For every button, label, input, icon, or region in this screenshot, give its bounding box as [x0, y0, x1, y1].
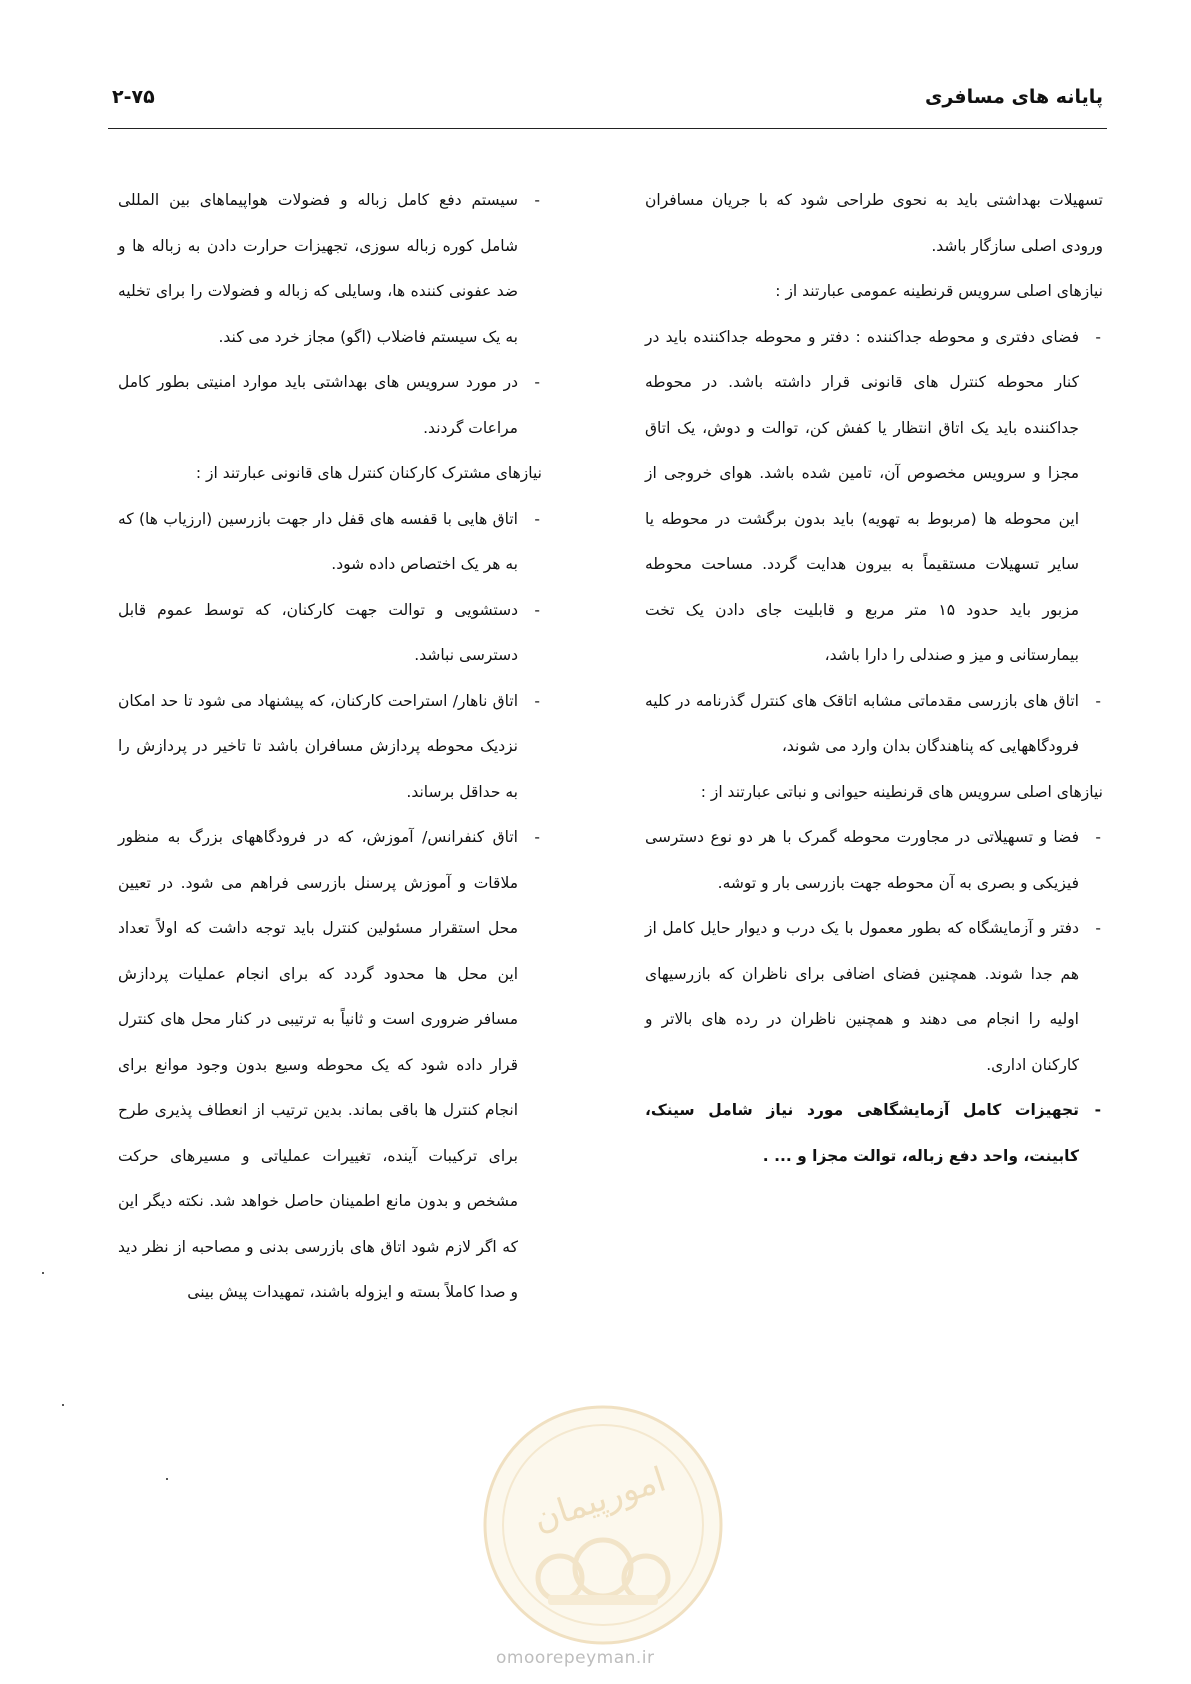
- right-column: [645, 178, 1103, 1179]
- margin-mark: [62, 1404, 64, 1406]
- list-item: - فضای دفتری و محوطه جداکننده : دفتر و محوطه جداکننده باید در کنار محوطه کنترل های قانونی قرار داشته باشد. در محوطه جداکننده باید یک اتاق انتظار یا کفش کن، توالت و دوش، یک اتاق مجزا و سرویس مخصوص آن، تامین شده باشد. هوای خروجی از این محوطه ها (مربوط به تهویه) باید بدون برگشت در محوطه یا سایر تسهیلات مستقیماً به بیرون هدایت گردد. مساحت محوطه مزبور باید حدود ۱۵ متر مربع و قابلیت جای دادن یک تخت بیمارستانی و میز و صندلی را دارا باشد،: [645, 315, 1103, 679]
- list-item: - دستشویی و توالت جهت کارکنان، که توسط عموم قابل دسترسی نباشد.: [118, 588, 542, 679]
- paragraph: تسهیلات بهداشتی باید به نحوی طراحی شود که با جریان مسافران ورودی اصلی سازگار باشد.: [645, 191, 1103, 255]
- list-item: - اتاق هایی با قفسه های قفل دار جهت بازرسین (ارزیاب ها) که به هر یک اختصاص داده شود.: [118, 497, 542, 588]
- list-item: - دفتر و آزمایشگاه که بطور معمول با یک درب و دیوار حایل کامل از هم جدا شوند. همچنین فضای اضافی برای ناظران که بازرسیهای اولیه را انجام می دهند و همچنین ناظران در رده های بالاتر و کارکنان اداری.: [645, 906, 1103, 1088]
- watermark-url: omoorepeyman.ir: [496, 1648, 655, 1668]
- watermark-seal-text: امورپیمان: [528, 1459, 671, 1540]
- watermark-seal: [478, 1400, 728, 1650]
- paragraph: نیازهای اصلی سرویس های قرنطینه حیوانی و نباتی عبارتند از :: [700, 782, 1103, 801]
- margin-mark: [42, 1272, 44, 1274]
- list-item: - در مورد سرویس های بهداشتی باید موارد امنیتی بطور کامل مراعات گردند.: [118, 360, 542, 451]
- list-item: - اتاق ناهار/ استراحت کارکنان، که پیشنهاد می شود تا حد امکان نزدیک محوطه پردازش مسافران باشد تا تاخیر در پردازش را به حداقل برساند.: [118, 679, 542, 816]
- page-header-title: پایانه های مسافری: [924, 86, 1103, 108]
- list-item: - اتاق های بازرسی مقدماتی مشابه اتاقک های کنترل گذرنامه در کلیه فرودگاههایی که پناهندگان بدان وارد می شوند،: [645, 679, 1103, 770]
- list-item: - اتاق کنفرانس/ آموزش، که در فرودگاههای بزرگ به منظور ملاقات و آموزش پرسنل بازرسی فراهم می شود. در تعیین محل استقرار مسئولین کنترل باید توجه داشت که اولاً تعداد این محل ها محدود گردد که برای انجام عملیات پردازش مسافر ضروری است و ثانیاً به ترتیبی در کنار محل های کنترل قرار داده شود که یک محوطه وسیع بدون وجود موانع برای انجام کنترل ها باقی بماند. بدین ترتیب از انعطاف پذیری طرح برای ترکیبات آینده، تغییرات عملیاتی و مسیرهای حرکت مشخص و بدون مانع اطمینان حاصل خواهد شد. نکته دیگر این که اگر لازم شود اتاق های بازرسی بدنی و مصاحبه از نظر دید و صدا کاملاً بسته و ایزوله باشند، تمهیدات پیش بینی: [118, 815, 542, 1316]
- paragraph: نیازهای مشترک کارکنان کنترل های قانونی عبارتند از :: [195, 464, 542, 482]
- margin-mark: [166, 1478, 168, 1480]
- list-item: - فضا و تسهیلاتی در مجاورت محوطه گمرک با هر دو نوع دسترسی فیزیکی و بصری به آن محوطه جهت بازرسی بار و توشه.: [645, 815, 1103, 906]
- left-column: [118, 178, 542, 1316]
- page-number: ۲-۷۵: [112, 86, 155, 108]
- list-item: - سیستم دفع کامل زباله و فضولات هواپیماهای بین المللی شامل کوره زباله سوزی، تجهیزات حرارت دادن به زباله ها و ضد عفونی کننده ها، وسایلی که زباله و فضولات را برای تخلیه به یک سیستم فاضلاب (اگو) مجاز خرد می کند.: [118, 178, 542, 360]
- header-rule: [108, 128, 1107, 129]
- paragraph: نیازهای اصلی سرویس قرنطینه عمومی عبارتند از :: [775, 282, 1103, 300]
- list-item: - تجهیزات کامل آزمایشگاهی مورد نیاز شامل سینک، کابینت، واحد دفع زباله، توالت مجزا و ... .: [645, 1088, 1103, 1179]
